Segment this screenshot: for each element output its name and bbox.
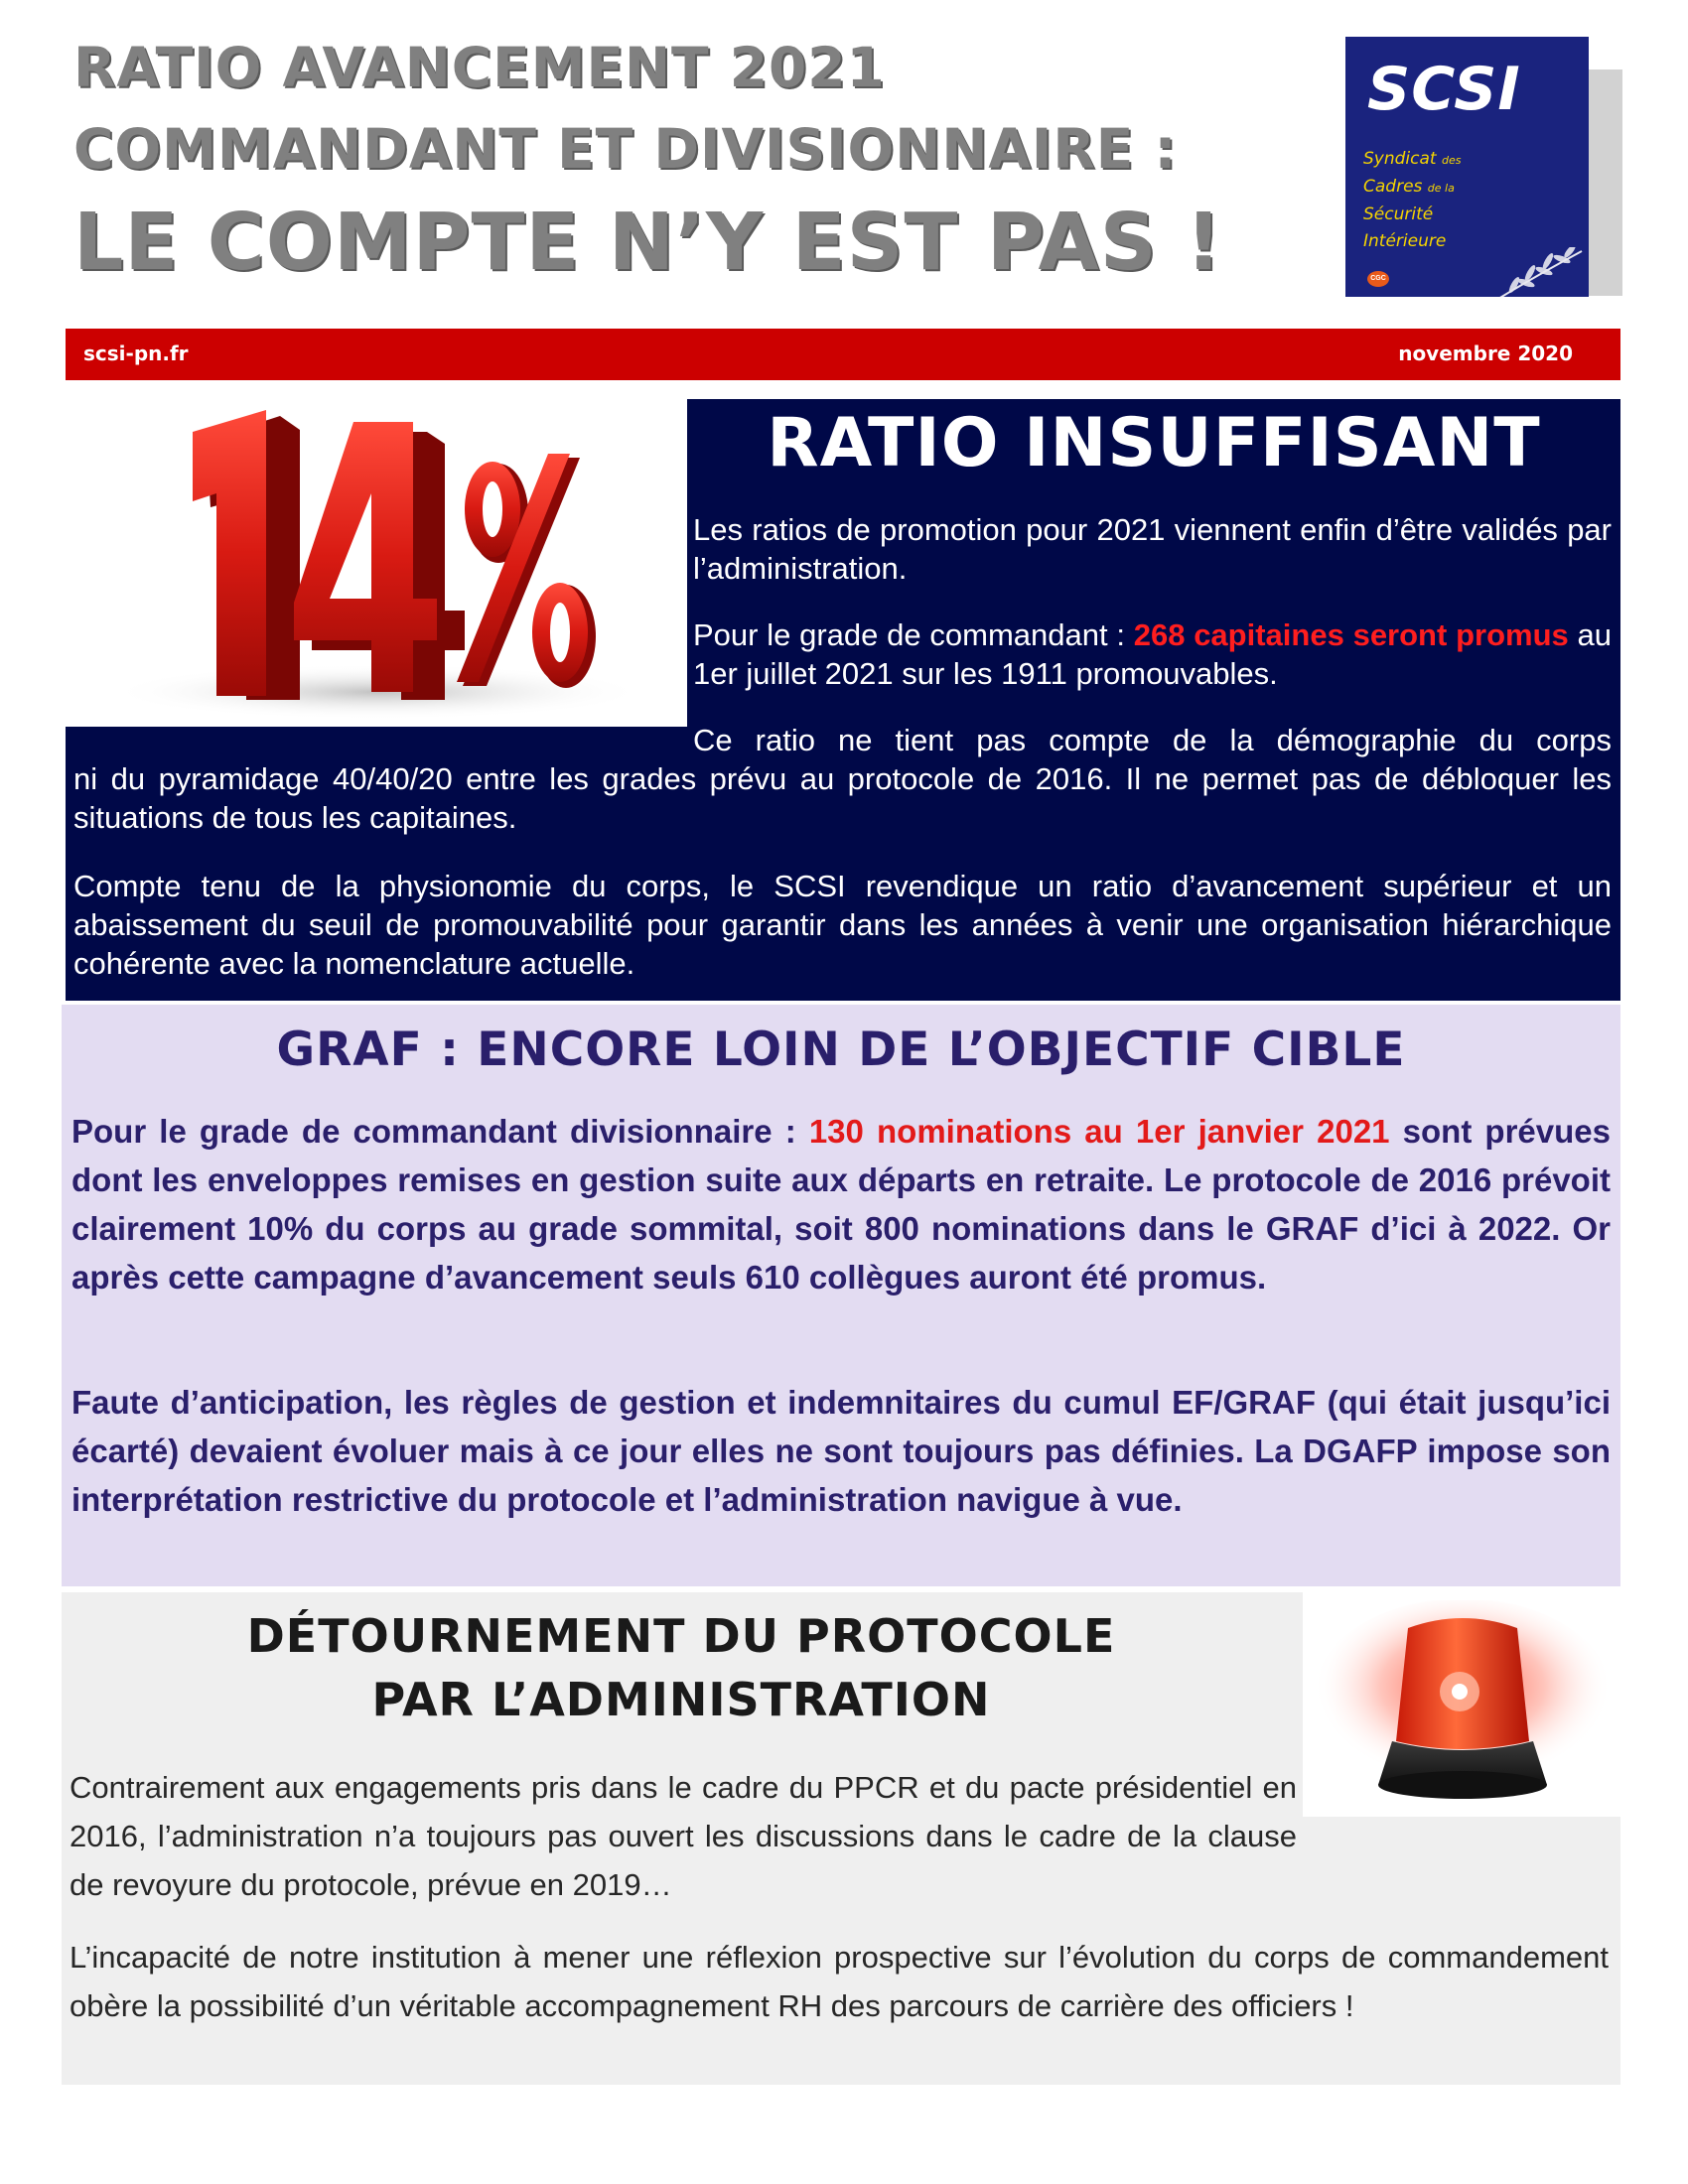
section-graf-paragraph-1: Pour le grade de commandant divisionnaire : 130 nominations au 1er janvier 2021 sont prévues dont les enveloppes remises en gestion suite aux départs en retraite. Le protocole de 2016 prévoit clairement 10% du corps au grade sommital, soit 800 nominations dans le GRAF d’ici à 2022. Or après cette campagne d’avancement seuls 610 collègues auront été promus. [71, 1113, 1611, 1296]
percent-14-3d-image [70, 402, 665, 730]
header-band [66, 329, 1620, 380]
header-title-line-1: RATIO AVANCEMENT 2021 [73, 36, 886, 99]
highlight-nominations: 130 nominations au 1er janvier 2021 [808, 1113, 1390, 1150]
section-graf-title: GRAF : ENCORE LOIN DE L’OBJECTIF CIBLE [276, 1023, 1406, 1077]
header-title-line-2: COMMANDANT ET DIVISIONNAIRE : [73, 117, 1178, 181]
scsi-logo [1345, 37, 1589, 297]
section-ratio-paragraph-1: Les ratios de promotion pour 2021 viennent enfin d’être validés par l’administration. [693, 512, 1612, 586]
section-ratio-paragraph-4: Compte tenu de la physionomie du corps, le SCSI revendique un ratio d’avancement supérieur et un abaissement du seuil de promouvabilité pour garantir dans les années à venir une organisation hiérarchique cohérente avec la nomenclature actuelle. [73, 869, 1612, 981]
alarm-siren-icon [1309, 1600, 1617, 1813]
cfe-cgc-badge-icon: CGC [1367, 271, 1389, 287]
section-ratio-paragraph-3-rest: ni du pyramidage 40/40/20 entre les grades prévu au protocole de 2016. Il ne permet pas de débloquer les situations de tous les capitaines. [73, 761, 1612, 835]
section-protocole-paragraph-2: L’incapacité de notre institution à mener une réflexion prospective sur l’évolution du corps de commandement obère la possibilité d’un véritable accompagnement RH des parcours de carrière des officiers ! [70, 1940, 1609, 2023]
highlight-promus: 268 capitaines seront promus [1133, 617, 1569, 652]
section-graf-paragraph-2: Faute d’anticipation, les règles de gestion et indemnitaires du cumul EF/GRAF (qui était jusqu’ici écarté) devaient évoluer mais à ce jour elles ne sont toujours pas définies. La DGAFP impose son interprétation restrictive du protocole et l’administration navigue à vue. [71, 1384, 1611, 1518]
section-ratio-paragraph-3-line-1: Ce ratio ne tient pas compte de la démographie du corps [693, 723, 1612, 757]
logo-tagline: Syndicat des Cadres de la Sécurité Intérieure [1363, 149, 1462, 251]
header-title-line-3: LE COMPTE N’Y EST PAS ! [73, 197, 1223, 288]
site-url: scsi-pn.fr [83, 341, 189, 365]
publication-date: novembre 2020 [1398, 341, 1573, 365]
section-protocole-title: DÉTOURNEMENT DU PROTOCOLE PAR L’ADMINISTRATION [246, 1609, 1116, 1726]
logo-brand: SCSI [1367, 55, 1521, 124]
section-ratio-paragraph-2: Pour le grade de commandant : 268 capitaines seront promus au 1er juillet 2021 sur les 1911 promouvables. [693, 617, 1612, 691]
section-graf [62, 1005, 1620, 1586]
laurel-branch-icon [1494, 247, 1586, 297]
section-ratio-title: RATIO INSUFFISANT [767, 404, 1541, 482]
section-protocole-paragraph-1: Contrairement aux engagements pris dans le cadre du PPCR et du pacte présidentiel en 2016, l’administration n’a toujours pas ouvert les discussions dans le cadre de la clause de revoyure du protocole, prévue en 2019… [70, 1770, 1297, 1902]
